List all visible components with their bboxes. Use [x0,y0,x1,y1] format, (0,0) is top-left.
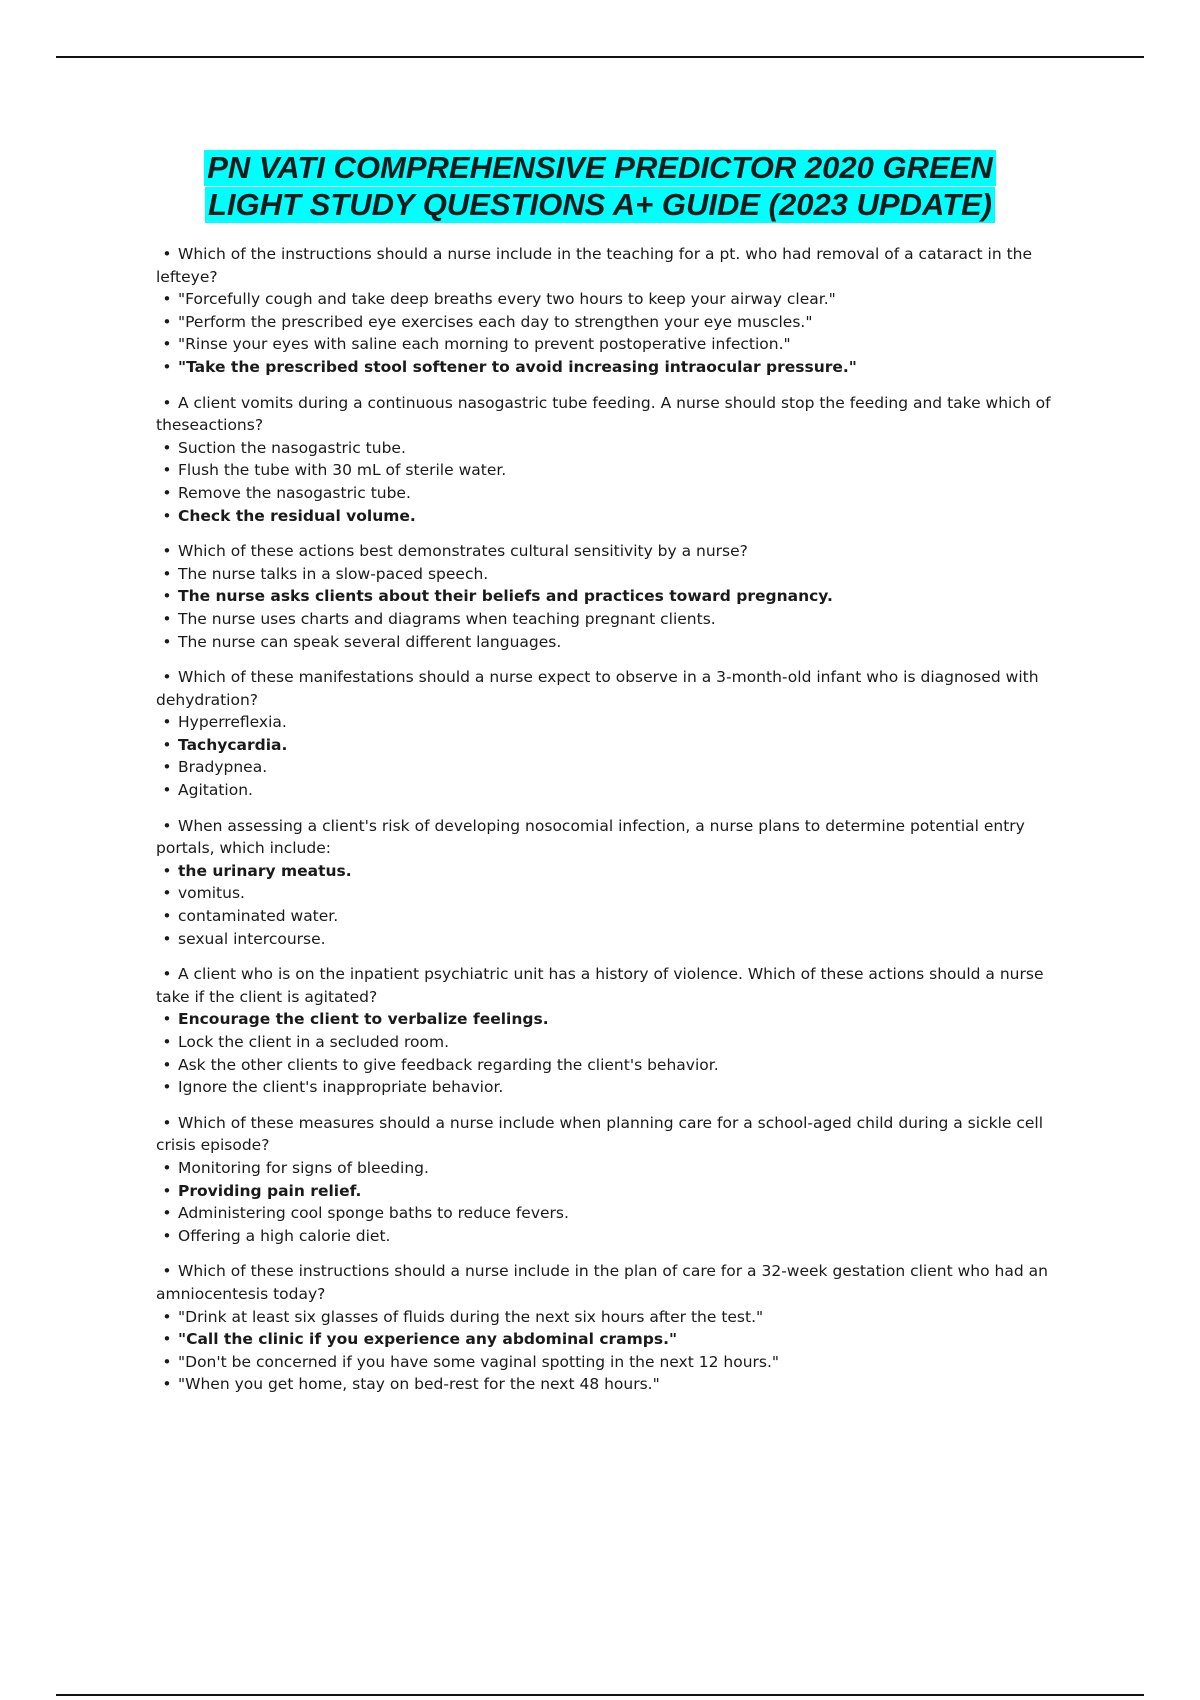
question-label: Which of these measures should a nurse include when planning care for a school-aged child during a sickle cell crisis episode? [156,1113,1044,1155]
answer-option [156,1351,1061,1374]
bullet-icon: • [162,735,172,754]
answer-option [156,1202,1061,1225]
option-label: Administering cool sponge baths to reduce fevers. [178,1204,569,1223]
question-block [156,963,1061,1099]
option-label: The nurse uses charts and diagrams when teaching pregnant clients. [178,609,716,628]
option-label: "Forcefully cough and take deep breaths every two hours to keep your airway clear." [178,290,836,309]
option-label: Encourage the client to verbalize feelings. [178,1010,549,1029]
option-label: Lock the client in a secluded room. [178,1033,450,1051]
option-label: Bradypnea. [178,758,268,777]
option-label: "When you get home, stay on bed-rest for the next 48 hours." [178,1375,660,1394]
option-label: sexual intercourse. [178,929,326,948]
question-text [156,666,1061,711]
bullet-icon: • [162,632,172,651]
answer-option [156,882,1061,905]
bullet-icon: • [162,1226,172,1245]
answer-option [156,1225,1061,1248]
bullet-icon: • [162,438,172,457]
bullet-icon: • [162,965,172,984]
bullet-icon: • [162,483,172,502]
option-label: Ask the other clients to give feedback regarding the client's behavior. [178,1055,719,1074]
option-label: Remove the nasogastric tube. [178,483,411,502]
question-text [156,1112,1061,1157]
answer-option [156,311,1061,334]
bullet-icon: • [162,357,172,376]
option-label: "Call the clinic if you experience any abdominal cramps." [178,1330,678,1349]
question-list [156,243,1061,1409]
correct-answer-option [156,734,1061,757]
option-label: "Rinse your eyes with saline each morning to prevent postoperative infection." [178,335,791,354]
bullet-icon: • [162,1375,172,1394]
bullet-icon: • [162,1307,172,1326]
answer-option [156,333,1061,356]
option-label: Flush the tube with 30 mL of sterile water. [178,461,507,480]
bullet-icon: • [162,335,172,354]
question-label: Which of these manifestations should a nurse expect to observe in a 3-month-old infant who is diagnosed with dehydration? [156,668,1039,709]
answer-option [156,1054,1061,1077]
correct-answer-option [156,356,1061,379]
option-label: The nurse can speak several different languages. [178,632,562,651]
bullet-icon: • [162,1158,172,1177]
bullet-icon: • [162,816,172,835]
bullet-icon: • [162,1262,172,1281]
question-block [156,540,1061,653]
question-block [156,392,1061,528]
option-label: the urinary meatus. [178,861,352,880]
bullet-icon: • [162,1010,172,1029]
question-label: Which of these instructions should a nurse include in the plan of care for a 32-week gestation client who had an amniocentesis today? [156,1262,1048,1303]
answer-option [156,437,1061,460]
question-label: When assessing a client's risk of developing nosocomial infection, a nurse plans to determine potential entry portals, which include: [156,816,1025,858]
question-label: Which of the instructions should a nurse include in the teaching for a pt. who had removal of a cataract in the lefteye? [156,245,1033,286]
option-label: Ignore the client's inappropriate behavior. [178,1078,504,1097]
option-label: "Perform the prescribed eye exercises each day to strengthen your eye muscles." [178,312,813,331]
bullet-icon: • [162,312,172,331]
answer-option [156,608,1061,631]
answer-option [156,1031,1061,1054]
bullet-icon: • [162,290,172,309]
option-label: contaminated water. [178,907,339,926]
question-text [156,963,1061,1008]
bullet-icon: • [162,668,172,687]
bullet-icon: • [162,245,172,263]
answer-option [156,631,1061,654]
option-label: vomitus. [178,884,245,903]
option-label: Providing pain relief. [178,1181,362,1200]
option-label: Agitation. [178,781,253,800]
bullet-icon: • [162,884,172,903]
question-block [156,1112,1061,1248]
bullet-icon: • [162,1055,172,1074]
question-block [156,243,1061,379]
title-line-1: PN VATI COMPREHENSIVE PREDICTOR 2020 GREEN [204,150,996,186]
bullet-icon: • [162,861,172,880]
question-block [156,666,1061,802]
correct-answer-option [156,505,1061,528]
top-rule [56,56,1144,58]
bullet-icon: • [162,713,172,732]
answer-option [156,288,1061,311]
correct-answer-option [156,1328,1061,1351]
option-label: "Drink at least six glasses of fluids during the next six hours after the test." [178,1307,764,1326]
bullet-icon: • [162,1330,172,1349]
bullet-icon: • [162,1078,172,1097]
option-label: The nurse asks clients about their beliefs and practices toward pregnancy. [178,587,833,606]
bullet-icon: • [162,587,172,606]
answer-option [156,711,1061,734]
question-text [156,243,1061,288]
question-block [156,815,1061,951]
document-title [0,150,1200,224]
bullet-icon: • [162,1181,172,1200]
bullet-icon: • [162,781,172,800]
option-label: Suction the nasogastric tube. [178,438,406,457]
bullet-icon: • [162,1352,172,1371]
option-label: Monitoring for signs of bleeding. [178,1158,429,1177]
bullet-icon: • [162,564,172,583]
bottom-rule [56,1694,1144,1696]
option-label: Offering a high calorie diet. [178,1226,391,1245]
question-text [156,1260,1061,1305]
option-label: The nurse talks in a slow-paced speech. [178,564,489,583]
bullet-icon: • [162,461,172,480]
answer-option [156,928,1061,951]
answer-option [156,756,1061,779]
option-label: Tachycardia. [178,735,288,754]
question-label: Which of these actions best demonstrates cultural sensitivity by a nurse? [178,542,748,561]
bullet-icon: • [162,1033,172,1051]
answer-option [156,1076,1061,1099]
bullet-icon: • [162,1113,172,1132]
question-label: A client who is on the inpatient psychiatric unit has a history of violence. Which of these actions should a nurse take if the client is agitated? [156,965,1044,1006]
bullet-icon: • [162,758,172,777]
question-block [156,1260,1061,1396]
correct-answer-option [156,1008,1061,1031]
question-text [156,815,1061,860]
bullet-icon: • [162,609,172,628]
question-text [156,540,1061,563]
option-label: Hyperreflexia. [178,713,287,732]
bullet-icon: • [162,542,172,561]
correct-answer-option [156,1180,1061,1203]
bullet-icon: • [162,393,172,412]
answer-option [156,482,1061,505]
option-label: "Don't be concerned if you have some vaginal spotting in the next 12 hours." [178,1352,780,1371]
answer-option [156,563,1061,586]
answer-option [156,1306,1061,1329]
correct-answer-option [156,860,1061,883]
answer-option [156,779,1061,802]
title-line-2: LIGHT STUDY QUESTIONS A+ GUIDE (2023 UPDATE) [205,187,995,223]
correct-answer-option [156,585,1061,608]
option-label: Check the residual volume. [178,506,416,525]
bullet-icon: • [162,929,172,948]
option-label: "Take the prescribed stool softener to avoid increasing intraocular pressure." [178,357,857,376]
answer-option [156,459,1061,482]
question-label: A client vomits during a continuous nasogastric tube feeding. A nurse should stop the feeding and take which of theseactions? [156,393,1051,435]
answer-option [156,905,1061,928]
answer-option [156,1373,1061,1396]
answer-option [156,1157,1061,1180]
bullet-icon: • [162,1204,172,1223]
bullet-icon: • [162,907,172,926]
bullet-icon: • [162,506,172,525]
question-text [156,392,1061,437]
